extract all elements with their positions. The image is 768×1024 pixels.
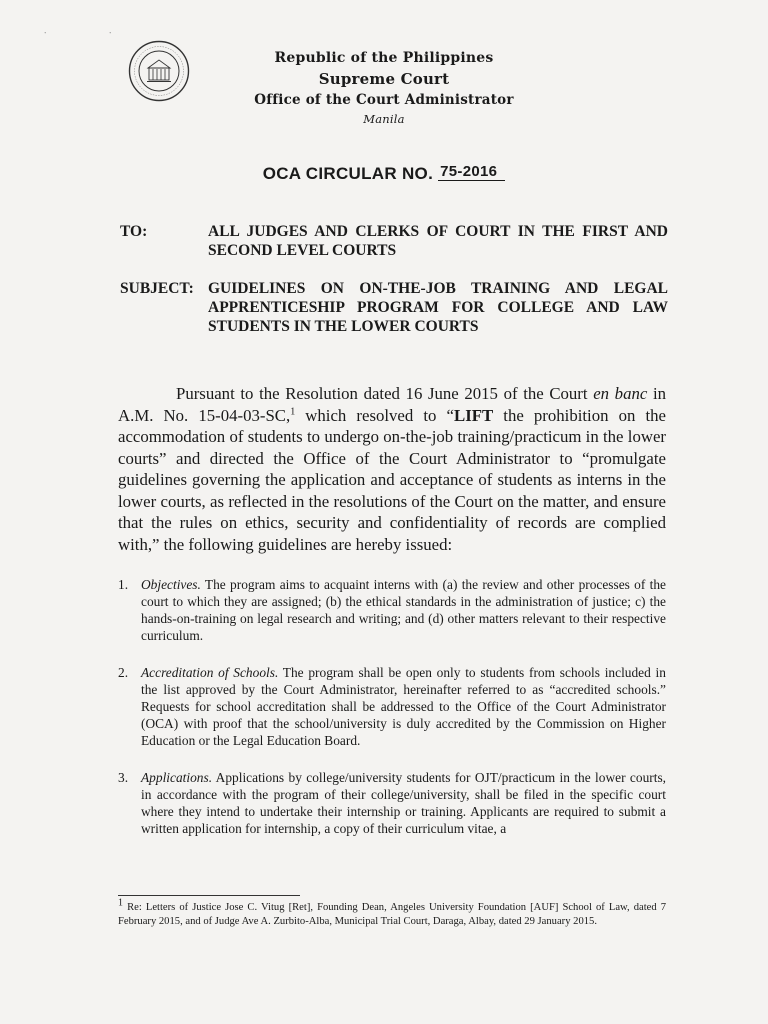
item-text	[141, 769, 666, 837]
to-block	[120, 222, 668, 260]
body-text-4: the prohibition on the accommodation of students to undergo on-the-job training/practicum in the lower courts” and directed the Office of the Court Administrator to “promulgate guidelines governing the application and acceptance of students as interns in the lower courts, as reflected in the resolutions of the Court on the matter, and ensure that the rules on ethics, security and confidentiality of records are complied with,” the following guidelines are hereby issued:	[118, 405, 666, 554]
circular-id: 75-2016	[438, 163, 505, 181]
body-text-1: Pursuant to the Resolution dated 16 June 2015 of the Court	[176, 384, 594, 403]
footnote-ref[interactable]: 1	[290, 405, 296, 417]
body-text-3: which resolved to “	[295, 405, 454, 425]
to-label: TO:	[120, 223, 148, 240]
item-title: Accreditation of Schools.	[141, 665, 279, 680]
subject-value: GUIDELINES ON ON-THE-JOB TRAINING AND LEGAL APPRENTICESHIP PROGRAM FOR COLLEGE AND LAW STUDENTS IN THE LOWER COURTS	[208, 280, 668, 335]
subject-label: SUBJECT:	[120, 280, 194, 297]
to-value: ALL JUDGES AND CLERKS OF COURT IN THE FIRST AND SECOND LEVEL COURTS	[208, 223, 668, 259]
item-body: The program aims to acquaint interns with (a) the review and other processes of the court to which they are assigned; (b) the ethical standards in the administration of justice; c) the hands-on-training on legal research and writing; and (d) other matters relevant to their respective curriculum.	[141, 577, 666, 643]
subject-block	[120, 279, 668, 336]
item-body: The program shall be open only to students from schools included in the list approved by the Court Administrator, hereinafter referred to as “accredited schools.” Requests for school accreditation shall be addressed to the Office of the Court Administrator (OCA) with proof that the school/university is duly accredited by the Commission on Higher Education or the Legal Education Board.	[141, 665, 666, 748]
court-seal-icon	[128, 40, 190, 102]
footnote	[118, 897, 666, 929]
circular-number	[0, 164, 768, 184]
body-paragraph	[118, 383, 666, 555]
item-text	[141, 576, 666, 644]
letterhead-court: Supreme Court	[318, 70, 450, 88]
letterhead-office: Office of the Court Administrator	[254, 92, 514, 108]
letterhead	[200, 48, 568, 128]
body-italic: en banc	[593, 384, 648, 403]
item-number: 3.	[118, 770, 129, 785]
footnote-divider	[118, 895, 300, 896]
item-body: Applications by college/university students for OJT/practicum in the lower courts, in accordance with the program of their college/university, shall be filed in the specific court where they intend to undertake their internship or training. Applicants are required to submit a written application for internship, a copy of their curriculum vitae, a	[141, 770, 666, 836]
circular-prefix: OCA CIRCULAR NO.	[262, 164, 434, 183]
footnote-mark: 1	[118, 897, 123, 909]
item-title: Objectives.	[141, 577, 201, 592]
list-item	[118, 769, 666, 837]
guidelines-list	[118, 576, 666, 857]
item-title: Applications.	[141, 770, 213, 785]
footnote-text: Re: Letters of Justice Jose C. Vitug [Ret], Founding Dean, Angeles University Foundation [AUF] School of Law, dated 7 February 2015, and of Judge Ave A. Zurbito-Alba, Municipal Trial Court, Daraga, Albay, dated 29 January 2015.	[118, 902, 666, 927]
body-text-2: in A.M. No. 15-04-03-SC,	[118, 384, 667, 425]
letterhead-city: Manila	[363, 112, 405, 126]
item-text	[141, 664, 666, 749]
item-number: 2.	[118, 665, 129, 680]
list-item	[118, 664, 666, 749]
scan-specks: ∙ ∙	[44, 28, 142, 39]
letterhead-republic: Republic of the Philippines	[274, 50, 494, 66]
body-bold: LIFT	[454, 405, 494, 425]
item-number: 1.	[118, 577, 129, 592]
list-item	[118, 576, 666, 644]
